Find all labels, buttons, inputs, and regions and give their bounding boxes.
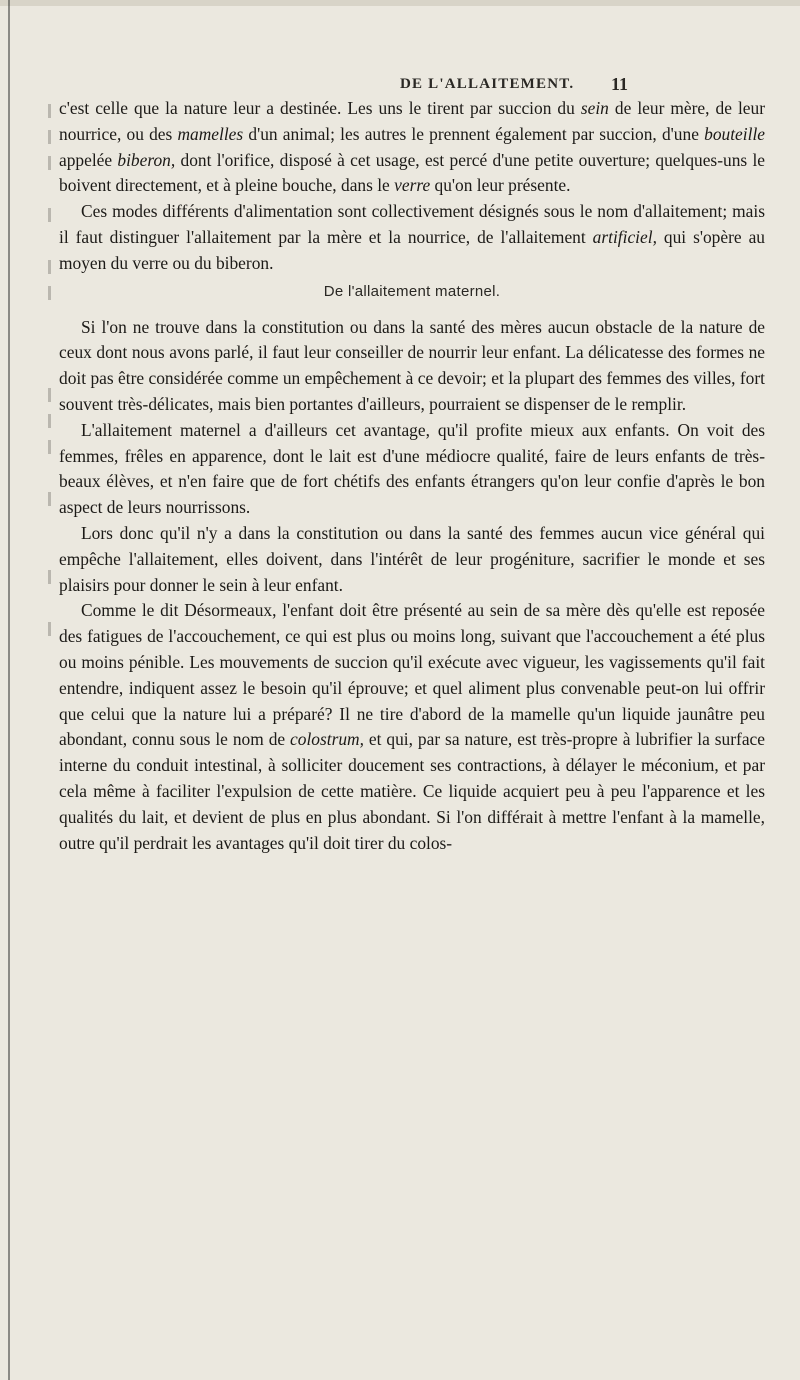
page-top-edge: [0, 0, 800, 6]
text-run: dont l'orifice, disposé à cet usage, est percé d'une petite ouverture; quelques-uns le boivent directement, et à pleine bouche, dans le: [59, 149, 765, 196]
margin-mark: [48, 104, 51, 118]
text-run: et qui, par sa nature, est très-propre à lubrifier la surface interne du conduit intestinal, à solliciter doucement ses contractions, à délayer le méconium, et par cela même à faciliter l'expulsion de cette matière. Ce liquide acquiert peu à peu l'apparence et les qualités du lait, et devient de plus en plus abondant. Si l'on différait à mettre l'enfant à la mamelle, outre qu'il perdrait les avantages qu'il doit tirer du colos-: [59, 729, 765, 853]
text-run: qu'on leur présente.: [430, 175, 571, 196]
paragraph: [59, 598, 765, 856]
margin-mark: [48, 156, 51, 170]
margin-mark: [48, 260, 51, 274]
text-run: appelée: [59, 149, 118, 170]
italic-term: biberon,: [117, 149, 176, 170]
italic-term: bouteille: [704, 123, 765, 144]
margin-mark: [48, 388, 51, 402]
text-run: Ces modes différents d'alimentation sont collectivement désignés sous le nom d'allaitement; mais il faut distinguer l'allaitement par la mère et la nourrice, de l'allaitement: [59, 201, 765, 247]
paragraph: L'allaitement maternel a d'ailleurs cet avantage, qu'il profite mieux aux enfants. On voit des femmes, frêles en apparence, dont le lait est d'une médiocre qualité, faire de leurs enfants de très-beaux élèves, et n'en faire que de fort chétifs des enfants étrangers qu'on leur confie d'après le bon aspect de leurs nourrissons.: [59, 419, 765, 518]
italic-term: mamelles: [177, 123, 244, 144]
paragraph: [59, 199, 765, 276]
italic-term: sein: [580, 98, 609, 118]
binding-edge-line: [8, 0, 10, 1380]
running-title: DE L'ALLAITEMENT.: [400, 76, 575, 92]
text-run: de leur mère, de leur nourrice, ou des: [59, 98, 766, 144]
section-heading: De l'allaitement maternel.: [323, 282, 501, 300]
italic-term: verre: [394, 175, 431, 196]
body-text: [59, 96, 765, 856]
italic-term: colostrum,: [290, 729, 364, 750]
paragraph: Si l'on ne trouve dans la constitution ou dans la santé des mères aucun obstacle de la nature de ceux dont nous avons parlé, il faut leur conseiller de nourrir leur enfant. La délicatesse des formes ne doit pas être considérée comme un empêchement à ce devoir; et la plupart des femmes des villes, fort souvent très-délicates, mais bien portantes d'ailleurs, pourraient se dispenser de le remplir.: [59, 316, 765, 414]
italic-term: artificiel,: [592, 226, 657, 247]
text-run: c'est celle que la nature leur a destinée. Les uns le tirent par succion du: [59, 98, 581, 118]
margin-mark: [48, 286, 51, 300]
paragraph: [59, 96, 765, 199]
text-run: Comme le dit Désormeaux, l'enfant doit être présenté au sein de sa mère dès qu'elle est reposée des fatigues de l'accouchement, ce qui est plus ou moins long, suivant que l'accouchement a été plus ou moins pénible. Les mouvements de succion qu'il exécute avec vigueur, les vagissements qu'il fait entendre, indiquent assez le besoin qu'il éprouve; et quel aliment plus convenable peut-on lui offrir que celui que la nature lui a préparé? Il ne tire d'abord de la mamelle qu'un liquide jaunâtre peu abondant, connu sous le nom de: [59, 600, 765, 750]
margin-mark: [48, 492, 51, 506]
margin-mark: [48, 440, 51, 454]
text-run: d'un animal; les autres le prennent également par succion, d'une: [243, 123, 705, 144]
margin-mark: [48, 570, 51, 584]
margin-mark: [48, 622, 51, 636]
page-number: 11: [611, 74, 629, 94]
margin-mark: [48, 208, 51, 222]
text-run: qui s'opère au moyen du verre ou du biberon.: [59, 226, 765, 273]
margin-mark: [48, 414, 51, 428]
running-head: [60, 62, 760, 92]
margin-marks: [48, 96, 58, 876]
margin-mark: [48, 130, 51, 144]
paragraph: Lors donc qu'il n'y a dans la constitution ou dans la santé des femmes aucun vice général qui empêche l'allaitement, elles doivent, dans l'intérêt de leur progéniture, sacrifier le monde et ses plaisirs pour donner le sein à leur enfant.: [59, 522, 765, 595]
